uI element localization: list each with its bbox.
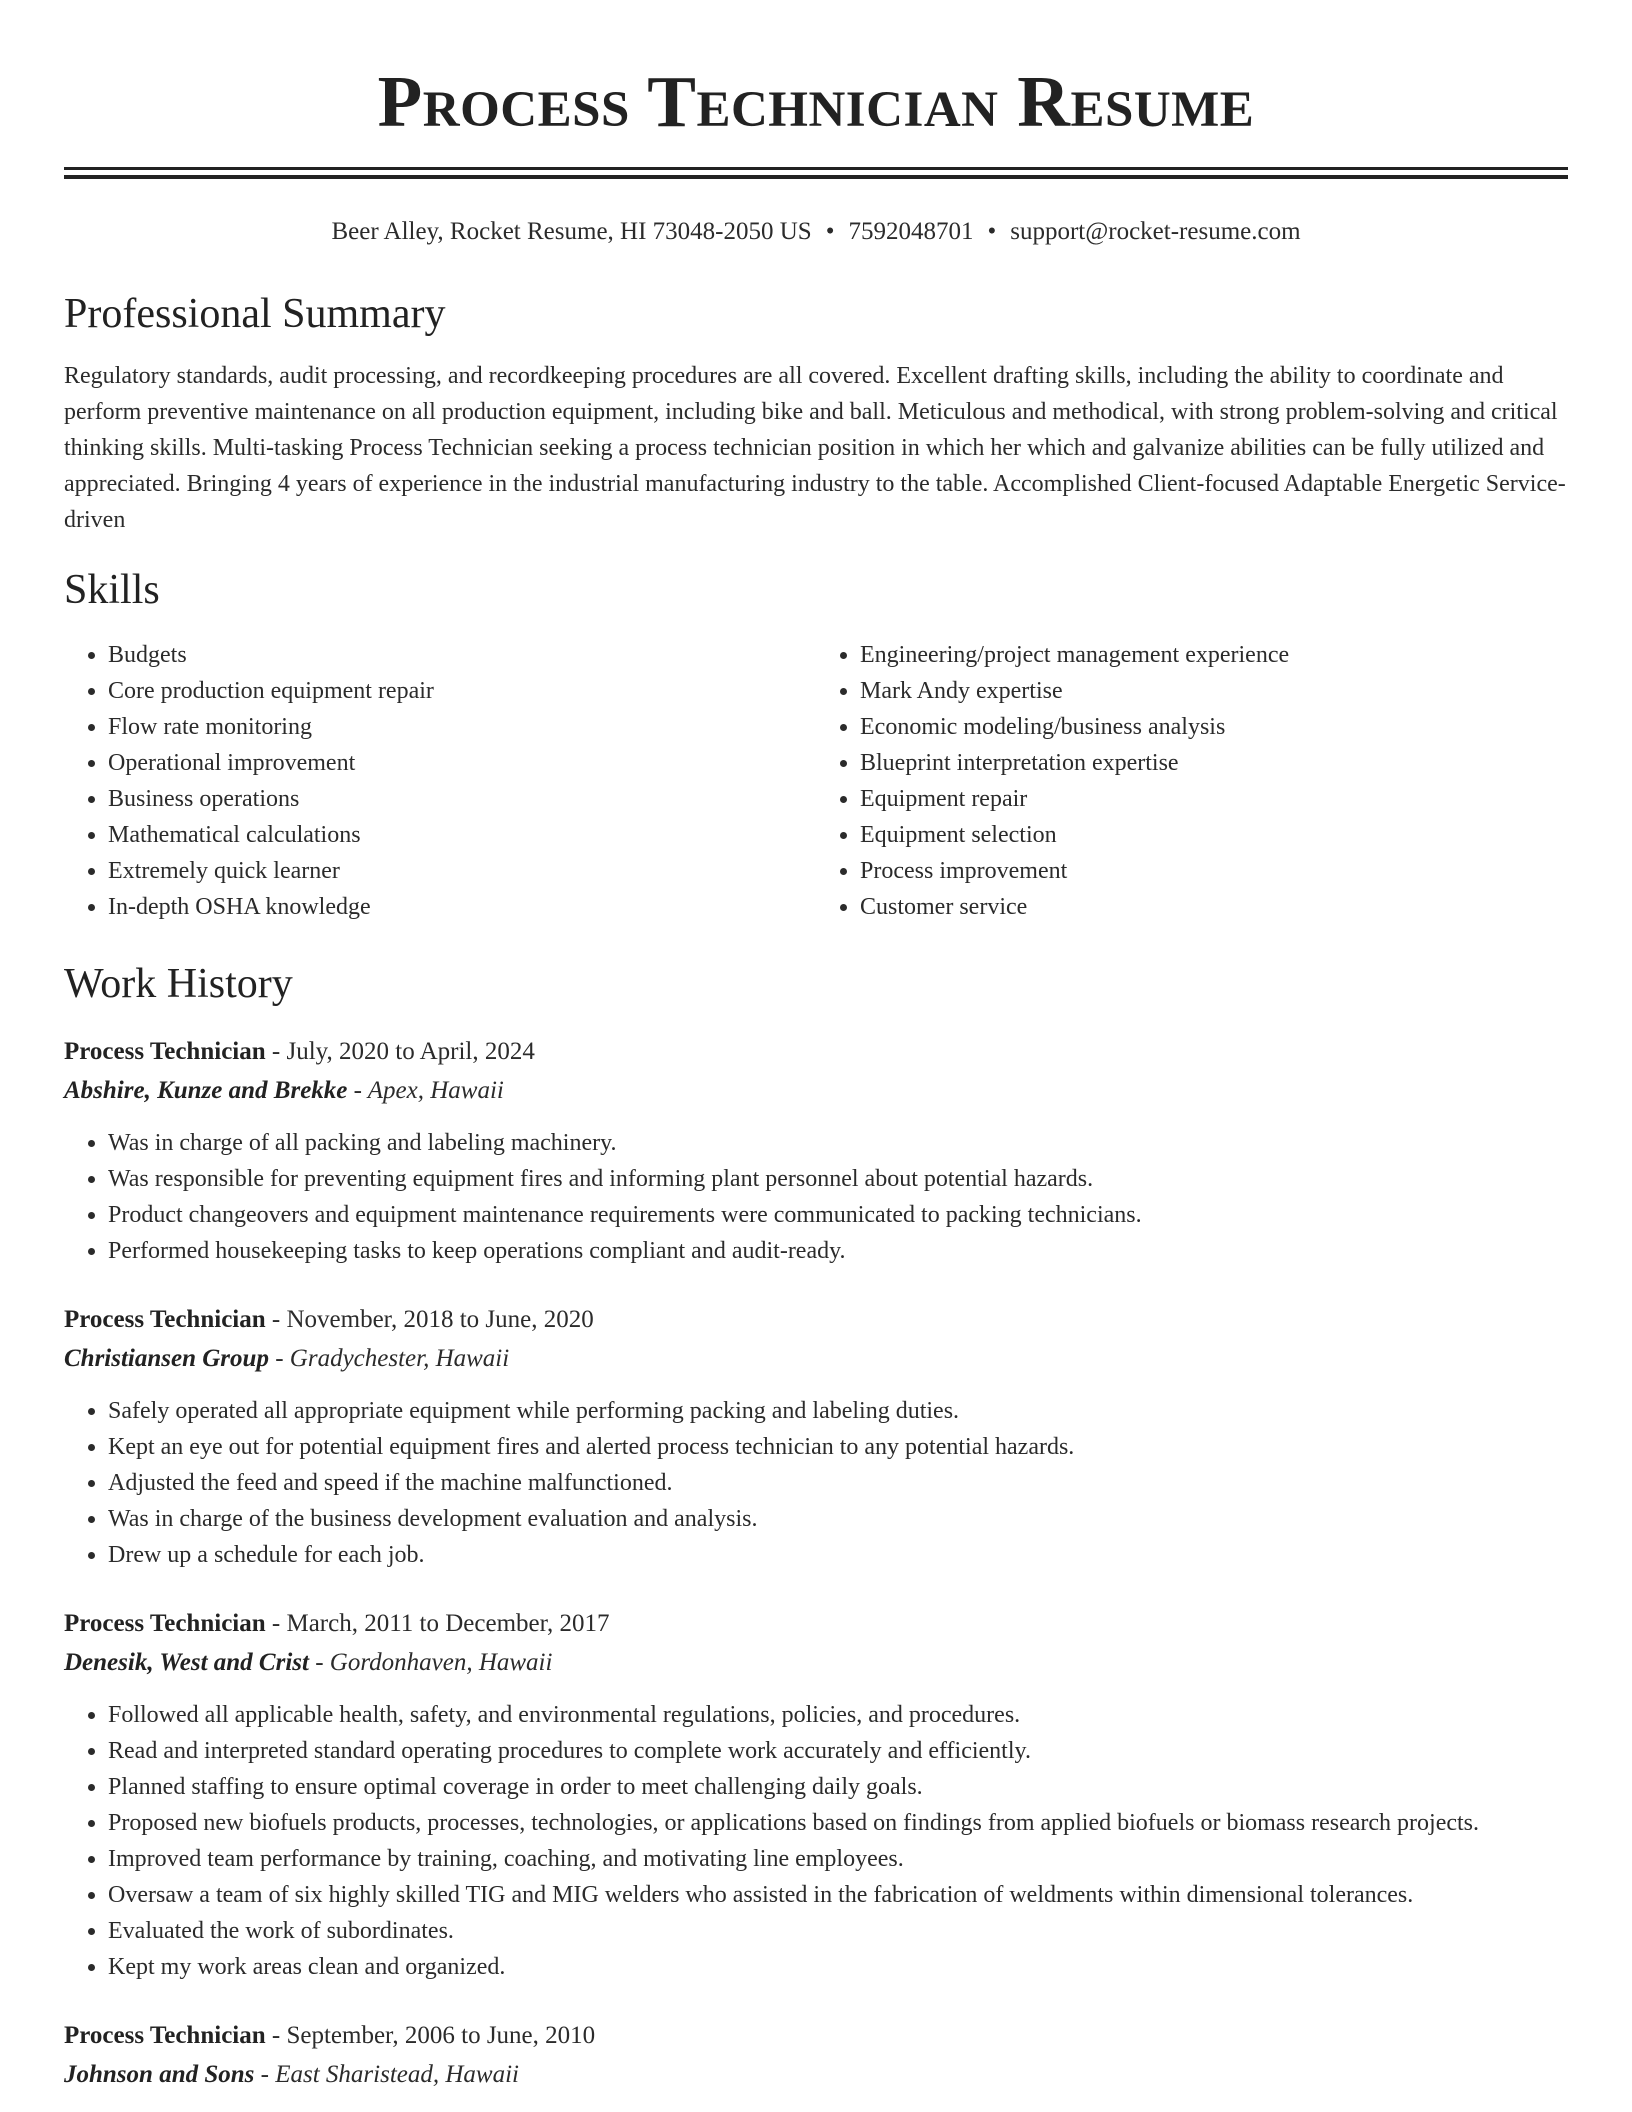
skills-list-left xyxy=(64,637,816,925)
job-duties-list xyxy=(64,1393,1568,1573)
company-line xyxy=(64,1071,1568,1111)
job-duty: • Was in charge of all packing and labeling machinery. xyxy=(108,1125,1568,1161)
company-name: Christiansen Group xyxy=(64,1345,269,1372)
skill-item: • Equipment selection xyxy=(860,817,1568,853)
summary-text: Regulatory standards, audit processing, and recordkeeping procedures are all covered. Excellent drafting skills, including the ability to coordinate and perform preventive maintenance on all production equipment, including bike and ball. Meticulous and methodical, with strong problem-solving and critical thinking skills. Multi-tasking Process Technician seeking a process technician position in which her which and galvanize abilities can be fully utilized and appreciated. Bringing 4 years of experience in the industrial manufacturing industry to the table. Accomplished Client-focused Adaptable Energetic Service-driven xyxy=(64,363,1566,533)
company-name: Denesik, West and Crist xyxy=(64,1649,309,1676)
job-duty: • Read and interpreted standard operating procedures to complete work accurately and efficiently. xyxy=(108,1733,1568,1769)
company-line xyxy=(64,1643,1568,1683)
company-name: Abshire, Kunze and Brekke xyxy=(64,1077,348,1104)
company-dash: - xyxy=(347,1077,368,1104)
skill-item: • Economic modeling/business analysis xyxy=(860,709,1568,745)
job-duty: • Proposed new biofuels products, processes, technologies, or applications based on findings from applied biofuels or biomass research projects. xyxy=(108,1805,1568,1841)
summary-heading: Professional Summary xyxy=(64,291,446,337)
skill-item: • In-depth OSHA knowledge xyxy=(108,889,816,925)
skill-item: • Flow rate monitoring xyxy=(108,709,816,745)
company-dash: - xyxy=(254,2061,276,2088)
job-dash: - xyxy=(265,1306,287,1333)
job-title-line xyxy=(64,2017,1568,2055)
company-location: Gradychester, Hawaii xyxy=(289,1345,510,1372)
contact-line xyxy=(64,217,1568,247)
job-duty: • Followed all applicable health, safety, and environmental regulations, policies, and procedures. xyxy=(108,1697,1568,1733)
job-entry xyxy=(64,1605,1568,1985)
skill-item: • Budgets xyxy=(108,637,816,673)
job-title-line xyxy=(64,1301,1568,1339)
job-duty: • Was responsible for preventing equipment fires and informing plant personnel about potential hazards. xyxy=(108,1161,1568,1197)
skills-heading: Skills xyxy=(64,567,160,613)
job-dash: - xyxy=(265,2022,287,2049)
contact-separator: • xyxy=(987,218,997,245)
company-line xyxy=(64,1339,1568,1379)
job-duty: • Evaluated the work of subordinates. xyxy=(108,1913,1568,1949)
job-entry xyxy=(64,2017,1568,2095)
skill-item: • Engineering/project management experience xyxy=(860,637,1568,673)
contact-email: support@rocket-resume.com xyxy=(1010,218,1301,245)
job-dash: - xyxy=(265,1038,287,1065)
job-title: Process Technician xyxy=(64,2022,266,2049)
job-dates: September, 2006 to June, 2010 xyxy=(286,2022,596,2049)
resume-title: Process Technician Resume xyxy=(377,61,1255,142)
job-dates: July, 2020 to April, 2024 xyxy=(286,1038,535,1065)
job-duty: • Performed housekeeping tasks to keep operations compliant and audit-ready. xyxy=(108,1233,1568,1269)
job-dash: - xyxy=(265,1610,287,1637)
title-divider-top xyxy=(64,167,1568,170)
skill-item: • Mathematical calculations xyxy=(108,817,816,853)
skill-item: • Core production equipment repair xyxy=(108,673,816,709)
contact-address: Beer Alley, Rocket Resume, HI 73048-2050 US xyxy=(331,218,812,245)
job-entry xyxy=(64,1033,1568,1269)
job-entry xyxy=(64,1301,1568,1573)
company-line xyxy=(64,2055,1568,2095)
company-location: Gordonhaven, Hawaii xyxy=(329,1649,553,1676)
skill-item: • Extremely quick learner xyxy=(108,853,816,889)
skill-item: • Blueprint interpretation expertise xyxy=(860,745,1568,781)
job-dates: March, 2011 to December, 2017 xyxy=(286,1610,610,1637)
skill-item: • Equipment repair xyxy=(860,781,1568,817)
company-dash: - xyxy=(308,1649,330,1676)
job-title: Process Technician xyxy=(64,1610,266,1637)
job-duty: • Improved team performance by training, coaching, and motivating line employees. xyxy=(108,1841,1568,1877)
job-dates: November, 2018 to June, 2020 xyxy=(286,1306,594,1333)
company-location: Apex, Hawaii xyxy=(367,1077,504,1104)
job-duty: • Planned staffing to ensure optimal coverage in order to meet challenging daily goals. xyxy=(108,1769,1568,1805)
job-duty: • Was in charge of the business development evaluation and analysis. xyxy=(108,1501,1568,1537)
contact-phone: 7592048701 xyxy=(848,218,974,245)
company-location: East Sharistead, Hawaii xyxy=(275,2061,519,2088)
job-duty: • Kept my work areas clean and organized. xyxy=(108,1949,1568,1985)
skill-item: • Operational improvement xyxy=(108,745,816,781)
work-history-heading: Work History xyxy=(64,961,293,1007)
company-name: Johnson and Sons xyxy=(64,2061,255,2088)
job-duty: • Product changeovers and equipment maintenance requirements were communicated to packing technicians. xyxy=(108,1197,1568,1233)
skill-item: • Business operations xyxy=(108,781,816,817)
job-title-line xyxy=(64,1033,1568,1071)
job-duty: • Oversaw a team of six highly skilled TIG and MIG welders who assisted in the fabrication of weldments within dimensional tolerances. xyxy=(108,1877,1568,1913)
job-duties-list xyxy=(64,1697,1568,1985)
skill-item: • Mark Andy expertise xyxy=(860,673,1568,709)
skills-columns xyxy=(64,637,1568,925)
job-duties-list xyxy=(64,1125,1568,1269)
contact-separator: • xyxy=(825,218,835,245)
skill-item: • Customer service xyxy=(860,889,1568,925)
job-duty: • Kept an eye out for potential equipment fires and alerted process technician to any potential hazards. xyxy=(108,1429,1568,1465)
title-divider-bottom xyxy=(64,175,1568,179)
job-duty: • Safely operated all appropriate equipment while performing packing and labeling duties. xyxy=(108,1393,1568,1429)
job-title: Process Technician xyxy=(64,1306,266,1333)
job-title: Process Technician xyxy=(64,1038,266,1065)
skill-item: • Process improvement xyxy=(860,853,1568,889)
job-title-line xyxy=(64,1605,1568,1643)
company-dash: - xyxy=(268,1345,290,1372)
skills-list-right xyxy=(816,637,1568,925)
job-duty: • Drew up a schedule for each job. xyxy=(108,1537,1568,1573)
job-duty: • Adjusted the feed and speed if the machine malfunctioned. xyxy=(108,1465,1568,1501)
